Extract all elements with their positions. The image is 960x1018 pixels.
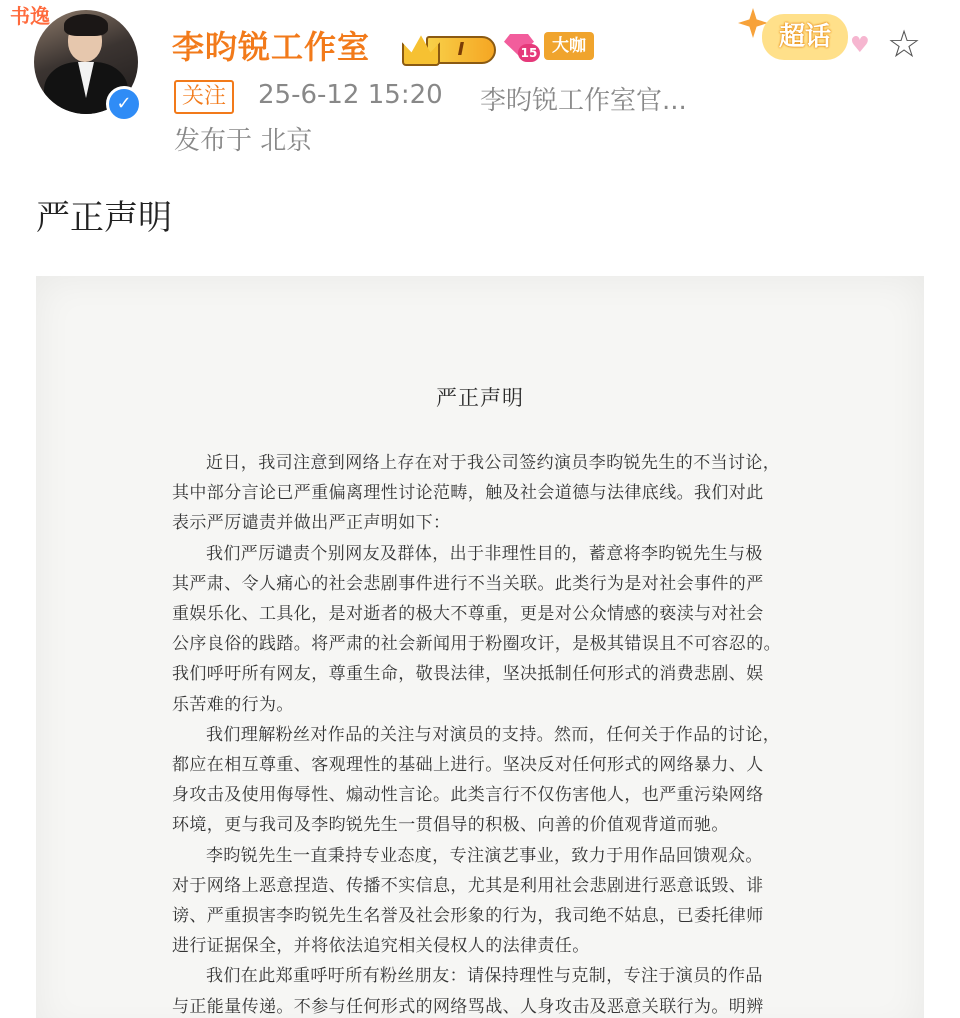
post-source[interactable]: 李昀锐工作室官... bbox=[480, 86, 687, 116]
statement-line: 身攻击及使用侮辱性、煽动性言论。此类言行不仅伤害他人，也严重污染网络 bbox=[172, 785, 764, 806]
statement-line: 其严肃、令人痛心的社会悲剧事件进行不当关联。此类行为是对社会事件的严 bbox=[172, 573, 764, 594]
statement-line: 近日，我司注意到网络上存在对于我公司签约演员李昀锐先生的不当讨论， bbox=[206, 453, 781, 473]
post-timestamp: 25-6-12 15:20 bbox=[258, 80, 443, 110]
statement-line: 我们严厉谴责个别网友及群体，出于非理性目的，蓄意将李昀锐先生与极 bbox=[206, 543, 763, 564]
post-title: 严正声明 bbox=[36, 198, 172, 238]
post-location: 发布于 北京 bbox=[174, 126, 313, 156]
statement-line: 对于网络上恶意捏造、传播不实信息，尤其是利用社会悲剧进行恶意诋毁、诽 bbox=[172, 875, 764, 896]
statement-line: 我们呼吁所有网友，尊重生命，敬畏法律，坚决抵制任何形式的消费悲剧、娱 bbox=[172, 664, 764, 685]
statement-line: 都应在相互尊重、客观理性的基础上进行。坚决反对任何形式的网络暴力、人 bbox=[172, 755, 764, 775]
fan-badge[interactable] bbox=[504, 32, 540, 62]
heart-icon: ♥ bbox=[850, 33, 870, 58]
statement-line: 我们理解粉丝对作品的关注与对演员的支持。然而，任何关于作品的讨论， bbox=[206, 724, 781, 745]
username[interactable]: 李昀锐工作室 bbox=[172, 28, 371, 66]
statement-line: 乐苦难的行为。 bbox=[172, 694, 294, 715]
statement-line: 谤、严重损害李昀锐先生名誉及社会形象的行为，我司绝不姑息，已委托律师 bbox=[172, 906, 764, 926]
chaohua-label: 超话 bbox=[762, 14, 848, 60]
statement-title: 严正声明 bbox=[436, 386, 524, 410]
statement-line: 表示严厉谴责并做出严正声明如下： bbox=[172, 513, 451, 534]
statement-image[interactable] bbox=[36, 276, 924, 1018]
statement-line: 我们在此郑重呼吁所有粉丝朋友：请保持理性与克制，专注于演员的作品 bbox=[206, 966, 763, 987]
chaohua-button[interactable] bbox=[738, 6, 878, 64]
statement-line: 其中部分言论已严重偏离理性讨论范畴，触及社会道德与法律底线。我们对此 bbox=[172, 483, 764, 504]
fan-level: 15 bbox=[518, 44, 540, 62]
statement-line: 环境，更与我司及李昀锐先生一贯倡导的积极、向善的价值观背道而驰。 bbox=[172, 815, 729, 836]
statement-line: 重娱乐化、工具化，是对逝者的极大不尊重，更是对公众情感的亵渎与对社会 bbox=[172, 604, 764, 624]
avatar-hair bbox=[64, 14, 108, 36]
statement-line: 公序良俗的践踏。将严肃的社会新闻用于粉圈攻讦，是极其错误且不可容忍的。 bbox=[172, 634, 781, 655]
big-v-badge[interactable]: 大咖 bbox=[544, 32, 594, 60]
statement-line: 李昀锐先生一直秉持专业态度，专注演艺事业，致力于用作品回馈观众。 bbox=[206, 845, 763, 866]
statement-line: 进行证据保全，并将依法追究相关侵权人的法律责任。 bbox=[172, 936, 590, 957]
avatar-pendant-badge: 书逸 bbox=[10, 4, 50, 28]
statement-line: 与正能量传递。不参与任何形式的网络骂战、人身攻击及恶意关联行为。明辨 bbox=[172, 996, 764, 1017]
follow-button[interactable]: 关注 bbox=[174, 80, 234, 114]
level-label: I bbox=[426, 36, 496, 64]
verified-icon: ✓ bbox=[106, 86, 142, 122]
star-icon[interactable]: ☆ bbox=[886, 22, 922, 66]
level-badge[interactable] bbox=[402, 32, 494, 62]
